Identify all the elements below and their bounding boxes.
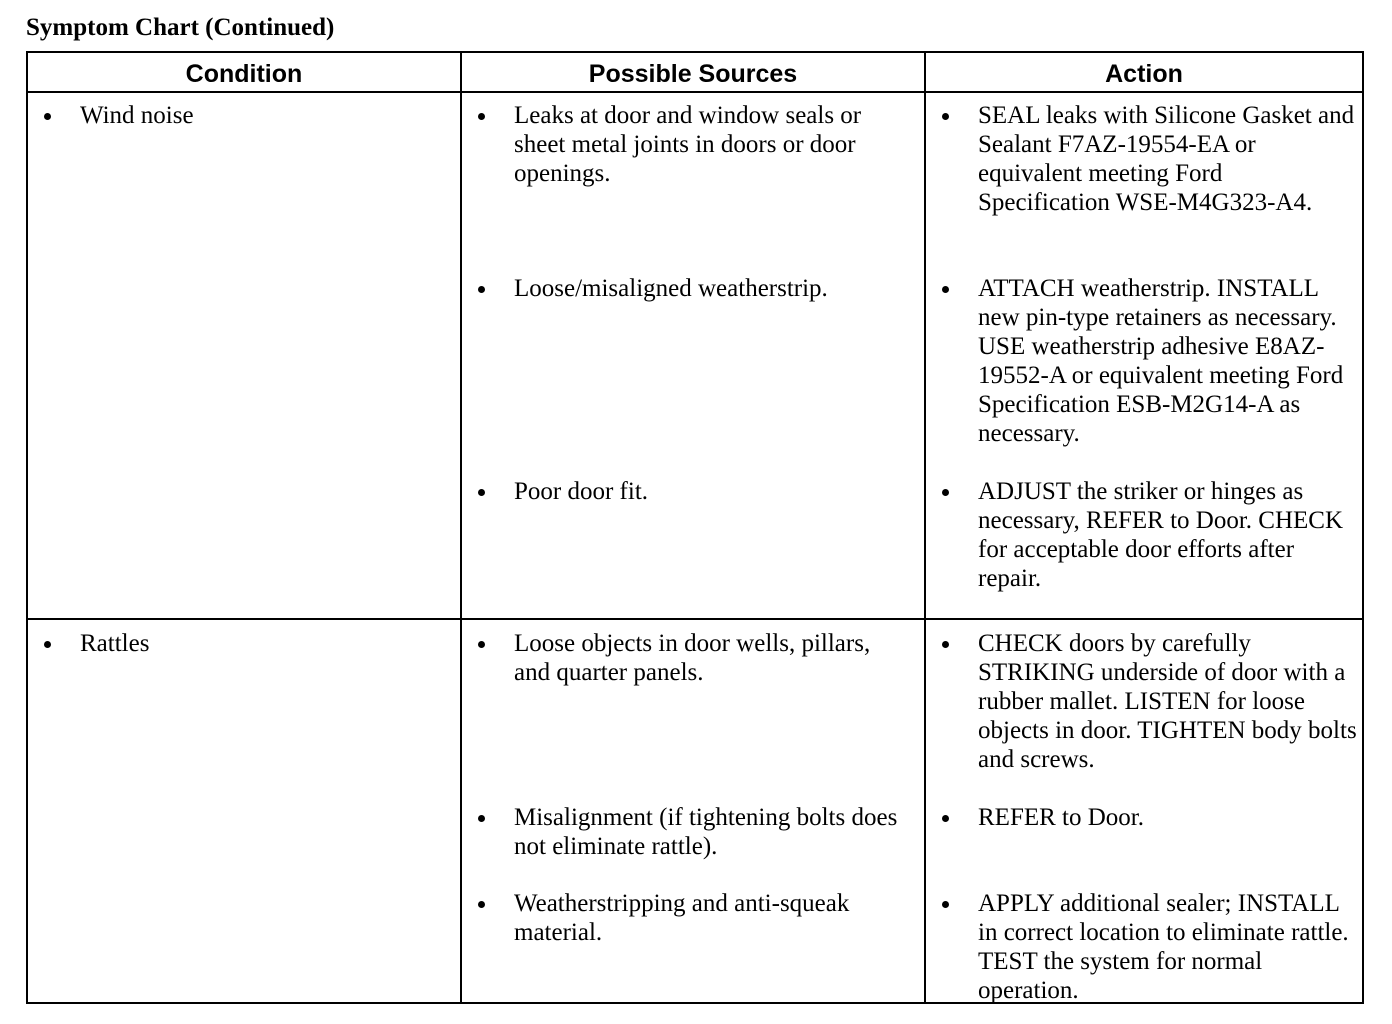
source-item: Leaks at door and window seals or sheet metal joints in doors or door openings. bbox=[514, 102, 862, 187]
source-item: Loose objects in door wells, pillars, and quarter panels. bbox=[514, 630, 871, 686]
action-item: CHECK doors by carefully STRIKING underside of door with a rubber mallet. LISTEN for loose objects in door. TIGHTEN body bolts and screws. bbox=[978, 630, 1357, 773]
bullet-icon bbox=[478, 286, 485, 293]
bullet-icon bbox=[44, 113, 51, 120]
bullet-icon bbox=[942, 489, 949, 496]
column-divider bbox=[924, 53, 926, 1002]
bullet-icon bbox=[942, 641, 949, 648]
source-item: Poor door fit. bbox=[514, 478, 649, 505]
action-item: SEAL leaks with Silicone Gasket and Sealant F7AZ-19554-EA or equivalent meeting Ford Specification WSE-M4G323-A4. bbox=[978, 102, 1355, 216]
row-divider bbox=[28, 618, 1362, 620]
source-item: Loose/misaligned weatherstrip. bbox=[514, 275, 828, 302]
bullet-icon bbox=[478, 901, 485, 908]
source-item: Misalignment (if tightening bolts does not eliminate rattle). bbox=[514, 804, 898, 860]
header-possible-sources: Possible Sources bbox=[588, 60, 798, 88]
action-item: ATTACH weatherstrip. INSTALL new pin-type retainers as necessary. USE weatherstrip adhesive E8AZ-19552-A or equivalent meeting Ford Specification ESB-M2G14-A as necessary. bbox=[978, 275, 1344, 447]
action-item: REFER to Door. bbox=[978, 804, 1144, 831]
bullet-icon bbox=[942, 815, 949, 822]
condition-wind-noise: Wind noise bbox=[80, 102, 194, 129]
bullet-icon bbox=[942, 113, 949, 120]
bullet-icon bbox=[478, 641, 485, 648]
bullet-icon bbox=[478, 489, 485, 496]
bullet-icon bbox=[942, 901, 949, 908]
bullet-icon bbox=[478, 815, 485, 822]
action-item: APPLY additional sealer; INSTALL in correct location to eliminate rattle. TEST the system for normal operation. bbox=[978, 890, 1349, 1004]
source-item: Weatherstripping and anti-squeak material. bbox=[514, 890, 850, 946]
symptom-table bbox=[26, 51, 1364, 1004]
bullet-icon bbox=[942, 286, 949, 293]
bullet-icon bbox=[44, 641, 51, 648]
action-item: ADJUST the striker or hinges as necessary, REFER to Door. CHECK for acceptable door efforts after repair. bbox=[978, 478, 1344, 592]
condition-rattles: Rattles bbox=[80, 630, 150, 657]
column-divider bbox=[460, 53, 462, 1002]
bullet-icon bbox=[478, 113, 485, 120]
page-title: Symptom Chart (Continued) bbox=[26, 14, 335, 41]
header-action: Action bbox=[1105, 60, 1183, 88]
header-condition: Condition bbox=[185, 60, 303, 88]
header-divider bbox=[28, 91, 1362, 93]
